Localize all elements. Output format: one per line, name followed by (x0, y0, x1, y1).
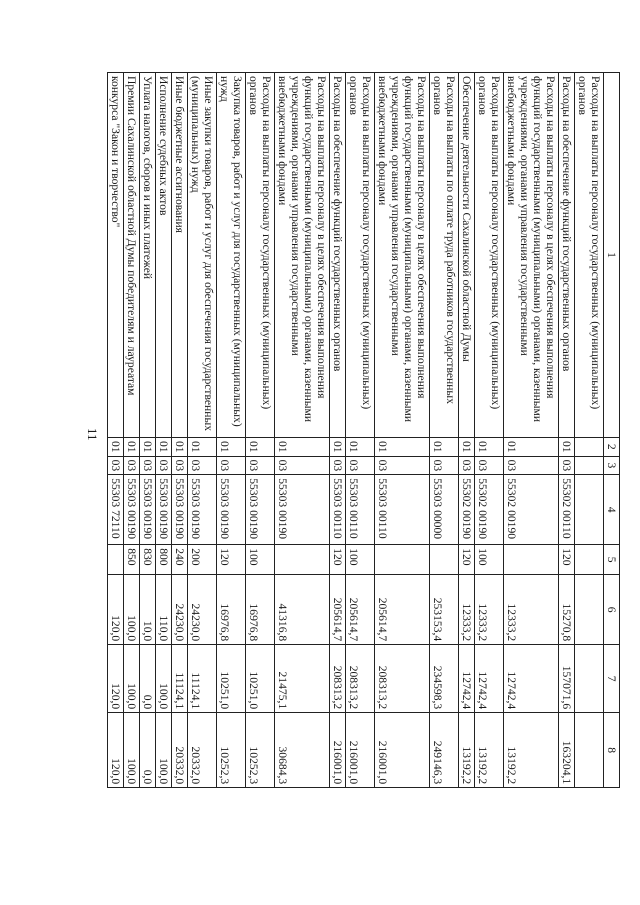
table-row (504, 73, 559, 788)
amount-col8-cell: 216001,0 (375, 713, 430, 788)
section-code-cell: 01 (559, 438, 575, 457)
target-article-cell: 55303 72110 (108, 475, 124, 545)
target-article-cell: 55303 00110 (346, 475, 375, 545)
expense-type-cell: 850 (124, 545, 140, 575)
target-article-cell: 55302 00110 (559, 475, 575, 545)
expense-type-cell: 120 (217, 545, 246, 575)
section-code-cell: 01 (124, 438, 140, 457)
table-row (140, 73, 156, 788)
section-code-cell: 01 (475, 438, 504, 457)
row-name-cell: Премии Сахалинской областной Думы победителям и лауреатам (124, 73, 140, 438)
table-row (475, 73, 504, 788)
section-code-cell: 01 (246, 438, 275, 457)
row-name-cell: Расходы на обеспечение функций государственных органов (559, 73, 575, 438)
amount-col8-cell (575, 713, 604, 788)
row-name-cell: Иные закупки товаров, работ и услуг для обеспечения государственных (муниципальных) нужд (188, 73, 217, 438)
amount-col7-cell: 12742,4 (475, 645, 504, 713)
amount-col7-cell: 100,0 (156, 645, 172, 713)
amount-col8-cell: 163204,1 (559, 713, 575, 788)
amount-col8-cell: 10252,3 (217, 713, 246, 788)
target-article-cell: 55303 00190 (124, 475, 140, 545)
expense-type-cell (375, 545, 430, 575)
header-cell: 4 (604, 475, 620, 545)
table-header-row (604, 73, 620, 788)
budget-table (107, 72, 620, 788)
target-article-cell: 55303 00190 (275, 475, 330, 545)
expense-type-cell: 120 (330, 545, 346, 575)
amount-col7-cell: 157071,6 (559, 645, 575, 713)
expense-type-cell: 100 (246, 545, 275, 575)
row-name-cell: Закупка товаров, работ и услуг для государственных (муниципальных) нужд (217, 73, 246, 438)
expense-type-cell (108, 545, 124, 575)
target-article-cell: 55302 00190 (459, 475, 475, 545)
expense-type-cell: 120 (459, 545, 475, 575)
expense-type-cell: 200 (188, 545, 217, 575)
table-row (124, 73, 140, 788)
amount-col6-cell: 120,0 (108, 575, 124, 645)
section-code-cell (575, 438, 604, 457)
target-article-cell: 55303 00190 (140, 475, 156, 545)
amount-col7-cell: 208313,2 (330, 645, 346, 713)
amount-col6-cell: 205614,7 (346, 575, 375, 645)
amount-col6-cell: 100,0 (124, 575, 140, 645)
table-row (156, 73, 172, 788)
row-name-cell: конкурса "Закон и творчество" (108, 73, 124, 438)
subsection-code-cell: 03 (108, 456, 124, 475)
section-code-cell: 01 (430, 438, 459, 457)
amount-col6-cell: 12333,2 (504, 575, 559, 645)
target-article-cell: 55303 00190 (172, 475, 188, 545)
row-name-cell: Расходы на выплаты персоналу в целях обеспечения выполнения функций государственными (муниципальными) органами, казенными учреждениями, органами управления государственными внебюджетными фондами (504, 73, 559, 438)
page-number: 11 (85, 428, 100, 441)
section-code-cell: 01 (504, 438, 559, 457)
amount-col6-cell: 12333,2 (475, 575, 504, 645)
amount-col7-cell: 120,0 (108, 645, 124, 713)
subsection-code-cell: 03 (430, 456, 459, 475)
subsection-code-cell: 03 (375, 456, 430, 475)
subsection-code-cell: 03 (475, 456, 504, 475)
target-article-cell: 55303 00110 (330, 475, 346, 545)
row-name-cell: Расходы на выплаты персоналу в целях обеспечения выполнения функций государственными (муниципальными) органами, казенными учреждениями, органами управления государственными внебюджетными фондами (375, 73, 430, 438)
subsection-code-cell: 03 (217, 456, 246, 475)
expense-type-cell (575, 545, 604, 575)
row-name-cell: Расходы на выплаты персоналу государственных (муниципальных) органов (475, 73, 504, 438)
subsection-code-cell: 03 (459, 456, 475, 475)
target-article-cell: 55302 00190 (475, 475, 504, 545)
target-article-cell: 55303 00190 (246, 475, 275, 545)
row-name-cell: Расходы на выплаты по оплате труда работников государственных органов (430, 73, 459, 438)
amount-col6-cell: 253153,4 (430, 575, 459, 645)
expense-type-cell: 120 (559, 545, 575, 575)
amount-col7-cell: 12742,4 (459, 645, 475, 713)
amount-col6-cell: 110,0 (156, 575, 172, 645)
amount-col8-cell: 249146,3 (430, 713, 459, 788)
table-row (459, 73, 475, 788)
amount-col7-cell: 208313,2 (346, 645, 375, 713)
table-row (108, 73, 124, 788)
amount-col7-cell (575, 645, 604, 713)
subsection-code-cell: 03 (346, 456, 375, 475)
amount-col6-cell: 205614,7 (330, 575, 346, 645)
header-cell: 8 (604, 713, 620, 788)
table-row (172, 73, 188, 788)
amount-col7-cell: 10251,0 (217, 645, 246, 713)
section-code-cell: 01 (108, 438, 124, 457)
row-name-cell: Обеспечение деятельности Сахалинской областной Думы (459, 73, 475, 438)
amount-col8-cell: 216001,0 (330, 713, 346, 788)
header-cell: 5 (604, 545, 620, 575)
target-article-cell: 55303 00110 (375, 475, 430, 545)
amount-col7-cell: 11124,1 (188, 645, 217, 713)
header-cell: 7 (604, 645, 620, 713)
amount-col8-cell: 20332,0 (188, 713, 217, 788)
amount-col6-cell: 24230,0 (188, 575, 217, 645)
amount-col8-cell: 100,0 (156, 713, 172, 788)
amount-col8-cell: 0,0 (140, 713, 156, 788)
amount-col8-cell: 13192,2 (459, 713, 475, 788)
row-name-cell: Иные бюджетные ассигнования (172, 73, 188, 438)
row-name-cell: Расходы на выплаты персоналу государственных (муниципальных) органов (246, 73, 275, 438)
target-article-cell: 55303 00190 (217, 475, 246, 545)
table-row (559, 73, 575, 788)
amount-col7-cell: 0,0 (140, 645, 156, 713)
subsection-code-cell: 03 (330, 456, 346, 475)
amount-col7-cell: 11124,1 (172, 645, 188, 713)
table-row (575, 73, 604, 788)
amount-col7-cell: 100,0 (124, 645, 140, 713)
section-code-cell: 01 (330, 438, 346, 457)
expense-type-cell: 830 (140, 545, 156, 575)
section-code-cell: 01 (459, 438, 475, 457)
table-row (275, 73, 330, 788)
row-name-cell: Расходы на выплаты персоналу государственных (муниципальных) органов (575, 73, 604, 438)
section-code-cell: 01 (346, 438, 375, 457)
row-name-cell: Расходы на выплаты персоналу государственных (муниципальных) органов (346, 73, 375, 438)
amount-col6-cell: 41316,8 (275, 575, 330, 645)
section-code-cell: 01 (275, 438, 330, 457)
amount-col8-cell: 216001,0 (346, 713, 375, 788)
subsection-code-cell: 03 (275, 456, 330, 475)
section-code-cell: 01 (188, 438, 217, 457)
amount-col8-cell: 10252,3 (246, 713, 275, 788)
table-row (430, 73, 459, 788)
subsection-code-cell: 03 (246, 456, 275, 475)
target-article-cell: 55302 00190 (504, 475, 559, 545)
row-name-cell: Исполнение судебных актов (156, 73, 172, 438)
amount-col6-cell: 16976,8 (217, 575, 246, 645)
amount-col8-cell: 100,0 (124, 713, 140, 788)
subsection-code-cell: 03 (156, 456, 172, 475)
expense-type-cell: 800 (156, 545, 172, 575)
row-name-cell: Расходы на обеспечение функций государственных органов (330, 73, 346, 438)
amount-col8-cell: 13192,2 (504, 713, 559, 788)
target-article-cell: 55303 00000 (430, 475, 459, 545)
subsection-code-cell: 03 (188, 456, 217, 475)
amount-col7-cell: 10251,0 (246, 645, 275, 713)
amount-col6-cell: 10,0 (140, 575, 156, 645)
amount-col8-cell: 120,0 (108, 713, 124, 788)
expense-type-cell (504, 545, 559, 575)
amount-col7-cell: 21475,1 (275, 645, 330, 713)
subsection-code-cell: 03 (124, 456, 140, 475)
table-row (188, 73, 217, 788)
expense-type-cell: 100 (346, 545, 375, 575)
amount-col6-cell: 24230,0 (172, 575, 188, 645)
table-row (217, 73, 246, 788)
section-code-cell: 01 (156, 438, 172, 457)
expense-type-cell: 240 (172, 545, 188, 575)
table-row (375, 73, 430, 788)
header-cell: 6 (604, 575, 620, 645)
expense-type-cell (275, 545, 330, 575)
amount-col6-cell (575, 575, 604, 645)
row-name-cell: Расходы на выплаты персоналу в целях обеспечения выполнения функций государственными (муниципальными) органами, казенными учреждениями, органами управления государственными внебюджетными фондами (275, 73, 330, 438)
amount-col6-cell: 15270,8 (559, 575, 575, 645)
target-article-cell: 55303 00190 (156, 475, 172, 545)
section-code-cell: 01 (217, 438, 246, 457)
amount-col7-cell: 208313,2 (375, 645, 430, 713)
target-article-cell (575, 475, 604, 545)
amount-col7-cell: 12742,4 (504, 645, 559, 713)
header-cell: 2 (604, 438, 620, 457)
subsection-code-cell: 03 (559, 456, 575, 475)
expense-type-cell (430, 545, 459, 575)
subsection-code-cell (575, 456, 604, 475)
subsection-code-cell: 03 (172, 456, 188, 475)
amount-col8-cell: 20332,0 (172, 713, 188, 788)
table-row (346, 73, 375, 788)
header-cell: 1 (604, 73, 620, 438)
subsection-code-cell: 03 (140, 456, 156, 475)
section-code-cell: 01 (140, 438, 156, 457)
section-code-cell: 01 (172, 438, 188, 457)
section-code-cell: 01 (375, 438, 430, 457)
amount-col7-cell: 234598,3 (430, 645, 459, 713)
expense-type-cell: 100 (475, 545, 504, 575)
amount-col8-cell: 13192,2 (475, 713, 504, 788)
amount-col6-cell: 12333,2 (459, 575, 475, 645)
table-row (330, 73, 346, 788)
table-row (246, 73, 275, 788)
subsection-code-cell: 03 (504, 456, 559, 475)
target-article-cell: 55303 00190 (188, 475, 217, 545)
amount-col6-cell: 16976,8 (246, 575, 275, 645)
row-name-cell: Уплата налогов, сборов и иных платежей (140, 73, 156, 438)
amount-col6-cell: 205614,7 (375, 575, 430, 645)
amount-col8-cell: 30684,3 (275, 713, 330, 788)
header-cell: 3 (604, 456, 620, 475)
